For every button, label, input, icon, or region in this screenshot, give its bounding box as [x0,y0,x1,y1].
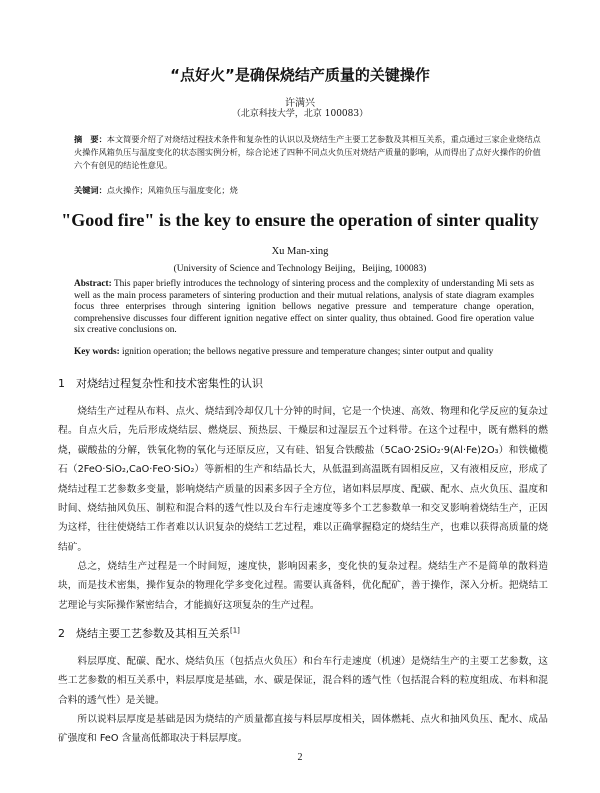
section-1-paragraph-1: 烧结生产过程从布料、点火、烧结到冷却仅几十分钟的时间，它是一个快速、高效、物理和化学反应的复杂过程。自点火后，先后形成烧结层、燃烧层、预热层、干燥层和过湿层五个过料带。在这个过程中，既有燃料的燃烧，碳酸盐的分解，铁氧化物的氧化与还原反应，又有硅、铝复合铁酸盐（5CaO·2SiO₂·9(Al·Fe)2O₃）和铁橄榄石（2FeO·SiO₂,CaO·FeO·SiO₂）等新相的生产和结晶长大，从低温到高温既有固相反应，又有液相反应，形成了烧结过程工艺参数多变量，影响烧结产质量的因素多因子全方位，诸如料层厚度、配碳、配水、点火负压、温度和时间、烧结抽风负压、制粒和混合料的透气性以及台车行走速度等多个工艺参数单一和交叉影响着烧结生产，正因为这样，往往使烧结工作者难以认识复杂的烧结工艺过程，难以正确掌握稳定的烧结生产，也难以获得高质量的烧结矿。 [58,406,548,553]
english-title: "Good fire" is the key to ensure the operation of sinter quality [61,210,539,230]
chinese-keywords [74,184,542,197]
section-2-paragraph-1: 料层厚度、配碳、配水、烧结负压（包括点火负压）和台车行走速度（机速）是烧结生产的主要工艺参数，这些工艺参数的相互关系中，料层厚度是基础，水、碳是保证，混合料的透气性（包括混合料的粒度组成、布料和混合料的透气性）是关键。 [58,656,548,706]
section-2-heading [58,625,240,641]
english-keywords-text: ignition operation; the bellows negative pressure and temperature changes; sinter output and quality [122,347,494,357]
chinese-abstract-text: 本文简要介绍了对烧结过程技术条件和复杂性的认识以及烧结生产主要工艺参数及其相互关系，重点通过三家企业烧结点火操作风箱负压与温度变化的状态图实例分析，综合论述了四种不同点火负压对烧结产质量的影响，从而得出了点好火操作的价值六个有创见的结论性意见。 [74,134,541,170]
english-abstract [74,279,534,337]
chinese-author: 许满兴 [285,98,315,109]
page-number: 2 [297,752,303,763]
english-affiliation: (University of Science and Technology Beijing，Beijing, 100083) [173,264,427,274]
chinese-title: “点好火”是确保烧结产质量的关键操作 [170,66,430,84]
section-2-paragraph-2: 所以说料层厚度是基础是因为烧结的产质量都直接与料层厚度相关，固体燃耗、点火和抽风负压、配水、成品矿强度和 FeO 含量高低都取决于料层厚度。 [58,714,548,745]
section-2-reference: [1] [230,626,240,635]
section-1-paragraph-2: 总之，烧结生产过程是一个时间短，速度快，影响因素多，变化快的复杂过程。烧结生产不是简单的散料造块，而是技术密集，操作复杂的物理化学多变化过程。需要认真备料，优化配矿，善于操作，深入分析。把烧结工艺理论与实际操作紧密结合，才能搞好这项复杂的生产过程。 [58,561,548,611]
section-1-heading: 1 对烧结过程复杂性和技术密集性的认识 [58,377,263,390]
english-abstract-text: This paper briefly introduces the technology of sintering process and the complexity of understanding Mi sets as well as the main process parameters of sintering production and their mutual relations, analysis of state diagram examples focus three enterprises through sintering ignition bellows negative pressure and temperature change operation, comprehensive discusses four different ignition negative effect on sinter quality, thus obtained. Good fire operation value six creative conclusions on. [74,279,535,335]
chinese-keywords-label: 关键词： [74,185,107,195]
english-keywords-label: Key words: [74,347,120,357]
english-keywords [74,347,544,359]
chinese-affiliation: （北京科技大学，北京 100083） [231,109,369,119]
chinese-keywords-text: 点火操作；风箱负压与温度变化；烧 [106,185,238,195]
english-author: Xu Man-xing [271,246,329,257]
chinese-abstract-label: 摘 要： [74,134,107,144]
chinese-abstract [74,133,542,172]
english-abstract-label: Abstract: [74,279,112,289]
section-2-title: 2 烧结主要工艺参数及其相互关系 [58,627,230,640]
